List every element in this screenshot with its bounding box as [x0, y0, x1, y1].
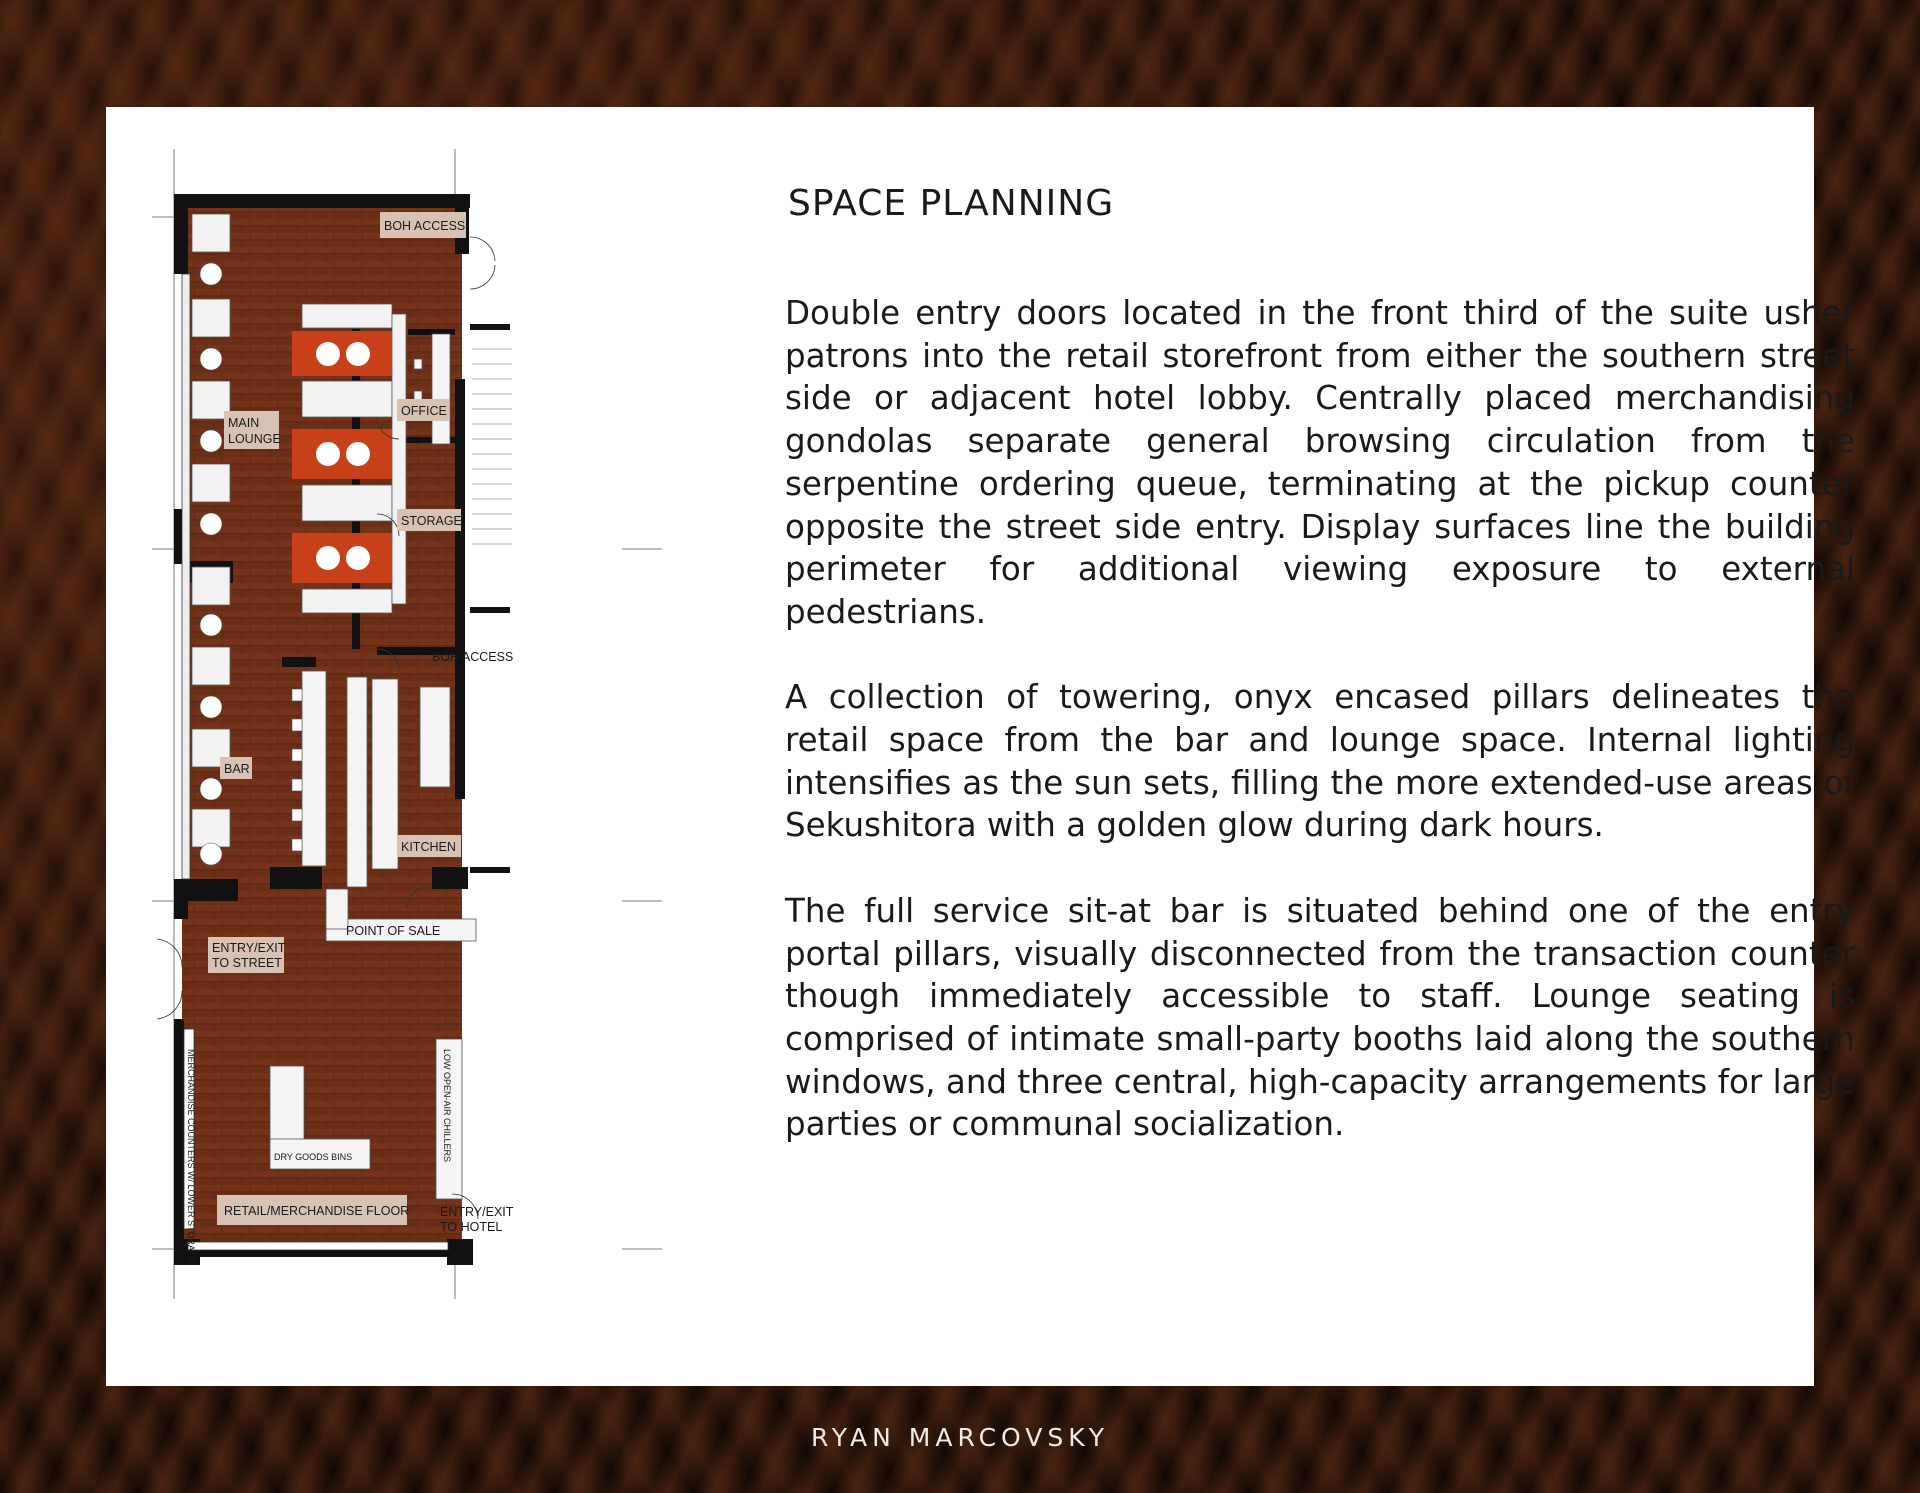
paragraph-pillars: A collection of towering, onyx encased pillars delineates the retail space from the bar and lounge space. Internal lighting intensifies as the sun sets, filling the more extended-use areas of Sekushitora with a golden glow during dark hours.	[785, 678, 1855, 845]
label-chillers: LOW OPEN-AIR CHILLERS	[442, 1049, 452, 1163]
paragraph-entry: Double entry doors located in the front third of the suite usher patrons into the retail storefront from either the southern street side or adjacent hotel lobby. Centrally placed merchandising gondolas separate general browsing circulation from the serpentine ordering queue, terminating at the pickup counter opposite the street side entry. Display surfaces line the building perimeter for additional viewing exposure to external pedestrians.	[785, 294, 1855, 631]
label-entry-street: ENTRY/EXIT	[212, 941, 286, 955]
label-entry-street-2: TO STREET	[212, 956, 282, 970]
label-storage: STORAGE	[401, 514, 462, 528]
stairs	[472, 349, 512, 544]
central-lounge-arrangements	[292, 304, 406, 613]
label-retail-floor: RETAIL/MERCHANDISE FLOOR	[224, 1204, 410, 1218]
paragraph-bar: The full service sit-at bar is situated behind one of the entry portal pillars, visually disconnected from the transaction counter though immediately accessible to staff. Lounge seating is comprised of intimate small-party booths laid along the southern windows, and three central, high-capacity arrangements for large parties or communal socialization.	[785, 891, 1855, 1144]
floor-plan	[152, 149, 662, 1299]
label-boh-access-mid: BOH ACCESS	[432, 650, 514, 664]
label-merch-counters: MERCHANDISE COUNTERS W/ LOWER STORAGE	[186, 1049, 196, 1264]
label-kitchen: KITCHEN	[401, 840, 456, 854]
label-point-of-sale: POINT OF SALE	[346, 924, 441, 938]
page-title: SPACE PLANNING	[788, 183, 1115, 224]
author-footer: RYAN MARCOVSKY	[810, 1423, 1110, 1452]
label-entry-hotel: ENTRY/EXIT	[440, 1205, 514, 1219]
label-main-lounge: MAIN	[228, 416, 260, 430]
label-main-lounge-2: LOUNGE	[228, 432, 281, 446]
label-bar: BAR	[224, 762, 250, 776]
description-body	[785, 292, 1855, 1189]
label-dry-goods: DRY GOODS BINS	[274, 1152, 353, 1162]
label-office: OFFICE	[401, 404, 447, 418]
label-boh-access-top: BOH ACCESS	[384, 219, 466, 233]
content-card	[106, 107, 1855, 1386]
label-entry-hotel-2: TO HOTEL	[440, 1220, 503, 1234]
